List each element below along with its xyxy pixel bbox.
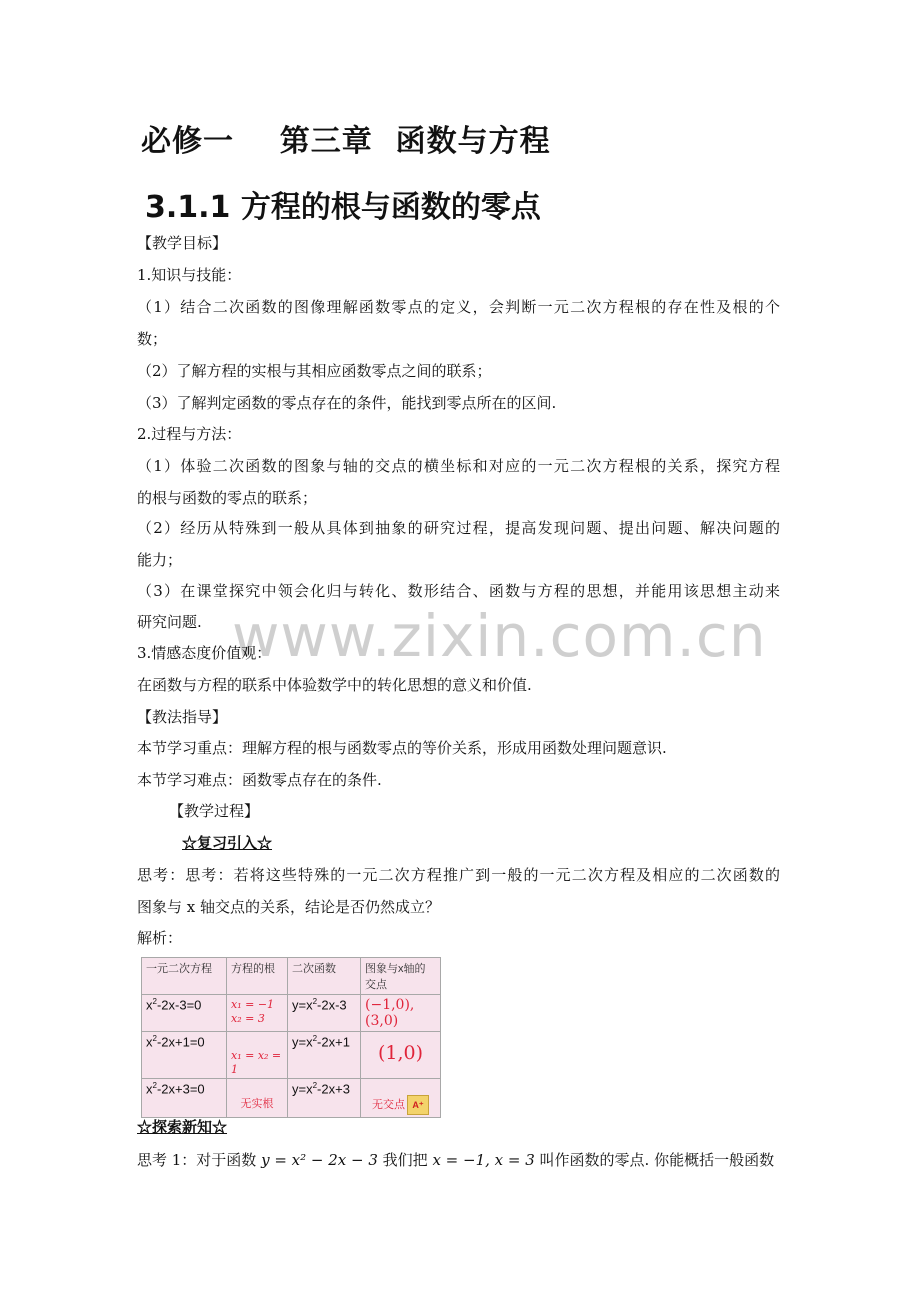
think-1-mid: 我们把 <box>377 1151 433 1169</box>
function-formula: y = x² − 2x − 3 <box>261 1151 378 1169</box>
knowledge-item-2: （2）了解方程的实根与其相应函数零点之间的联系； <box>137 362 492 380</box>
roots-cell: 无实根 <box>227 1079 288 1118</box>
equation-cell: $x^2-2x+1=0$ <box>142 1032 227 1079</box>
process-item-3b: 研究问题. <box>137 613 202 631</box>
think-1-pre: 思考 1：对于函数 <box>137 1151 262 1169</box>
think-1-post: 叫作函数的零点. 你能概括一般函数 <box>534 1151 775 1169</box>
method-heading: 【教法指导】 <box>137 708 228 726</box>
table-row <box>142 1032 441 1079</box>
process-item-3a: （3）在课堂探究中领会化归与转化、数形结合、函数与方程的思想，并能用该思想主动来 <box>137 582 780 600</box>
attitude-heading: 3.情感态度价值观： <box>137 644 272 662</box>
table-row <box>142 995 441 1032</box>
intersection-cell: (1,0) <box>361 1032 441 1079</box>
knowledge-heading: 1.知识与技能： <box>137 266 242 284</box>
review-heading: ☆复习引入☆ <box>182 834 273 852</box>
process-method-heading: 2.过程与方法： <box>137 425 242 443</box>
table-row <box>142 1079 441 1118</box>
table-header: 方程的根 <box>227 958 288 995</box>
root-1: x₁ = −1 <box>231 998 275 1011</box>
function-cell: $y=x^2-2x-3$ <box>288 995 361 1032</box>
difficulty-point: 本节学习难点：函数零点存在的条件. <box>137 771 382 789</box>
root-2: x₂ = 3 <box>231 1012 265 1025</box>
zeros-formula: x = −1, x = 3 <box>432 1151 535 1169</box>
goals-heading: 【教学目标】 <box>137 234 228 252</box>
process-item-2a: （2）经历从特殊到一般从具体到抽象的研究过程，提高发现问题、提出问题、解决问题的 <box>137 519 780 537</box>
think-question-a: 思考：思考：若将这些特殊的一元二次方程推广到一般的一元二次方程及相应的二次函数的 <box>137 866 780 884</box>
roots-cell <box>227 995 288 1032</box>
table-header-row <box>142 958 441 995</box>
comparison-table <box>141 957 441 1118</box>
process-item-1a: （1）体验二次函数的图象与轴的交点的横坐标和对应的一元二次方程根的关系，探究方程 <box>137 457 780 475</box>
process-item-2b: 能力； <box>137 551 183 569</box>
notepad-icon: A⁺ <box>407 1095 429 1115</box>
explore-heading: ☆探索新知☆ <box>137 1118 228 1136</box>
intersection-cell: 无交点 A⁺ <box>361 1079 441 1118</box>
teaching-process-heading: 【教学过程】 <box>169 802 260 820</box>
analysis-label: 解析： <box>137 929 183 947</box>
knowledge-item-1b: 数； <box>137 330 168 348</box>
knowledge-item-1a: （1）结合二次函数的图像理解函数零点的定义，会判断一元二次方程根的存在性及根的个 <box>137 298 780 316</box>
equation-cell: $x^2-2x+3=0$ <box>142 1079 227 1118</box>
knowledge-item-3: （3）了解判定函数的零点存在的条件，能找到零点所在的区间. <box>137 394 557 412</box>
table-header: 二次函数 <box>288 958 361 995</box>
attitude-item: 在函数与方程的联系中体验数学中的转化思想的意义和价值. <box>137 676 532 694</box>
think-question-b: 图象与 x 轴交点的关系，结论是否仍然成立？ <box>137 898 440 916</box>
equation-cell: $x^2-2x-3=0$ <box>142 995 227 1032</box>
process-item-1b: 的根与函数的零点的联系； <box>137 489 318 507</box>
focus-point: 本节学习重点：理解方程的根与函数零点的等价关系，形成用函数处理问题意识. <box>137 739 667 757</box>
watermark: www.zixin.com.cn <box>232 602 767 670</box>
function-cell: $y=x^2-2x+3$ <box>288 1079 361 1118</box>
roots-cell: x₁ = x₂ = 1 <box>227 1032 288 1079</box>
intersection-cell: (−1,0),(3,0) <box>361 995 441 1032</box>
table-header: 一元二次方程 <box>142 958 227 995</box>
table-header: 图象与x轴的交点 <box>361 958 441 995</box>
section-title: 3.1.1 方程的根与函数的零点 <box>145 190 541 225</box>
chapter-title: 必修一 第三章 函数与方程 <box>141 124 551 159</box>
function-cell: $y=x^2-2x+1$ <box>288 1032 361 1079</box>
think-1 <box>137 1150 774 1170</box>
